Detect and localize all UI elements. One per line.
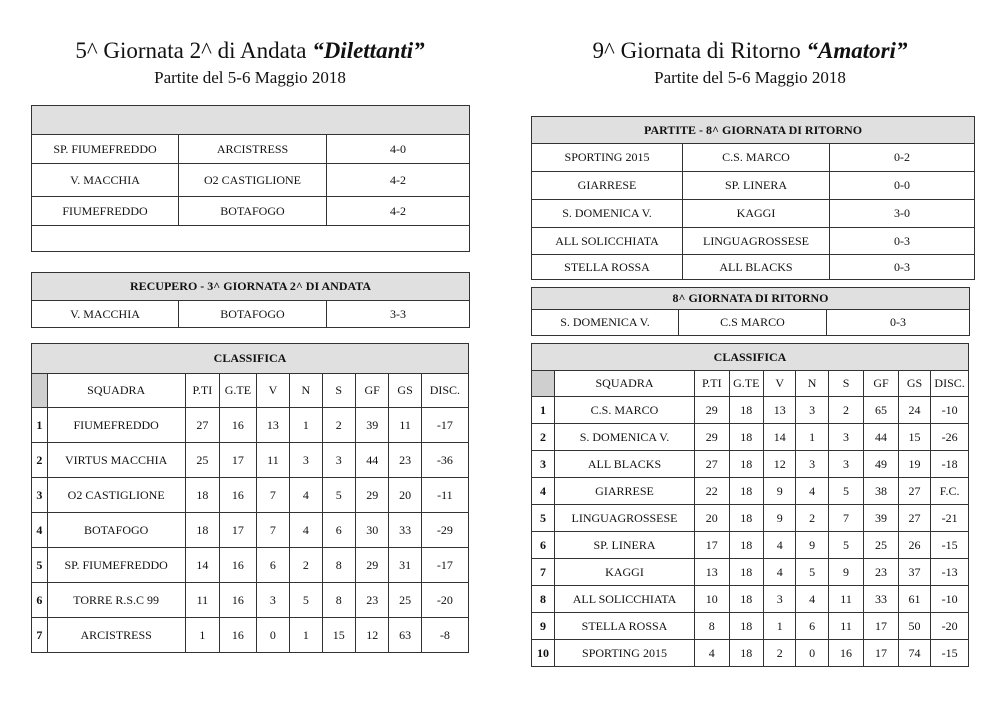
- match-row: [32, 135, 470, 164]
- standing-lost: 2: [828, 397, 864, 424]
- standing-lost: 5: [828, 478, 864, 505]
- standing-drawn: 1: [290, 618, 322, 653]
- match-home: ALL SOLICCHIATA: [532, 228, 683, 255]
- standings-row: [532, 397, 969, 424]
- left-title: [30, 38, 470, 64]
- standing-goals-against: 20: [389, 478, 421, 513]
- standings-body: [32, 408, 469, 653]
- standing-points: 18: [185, 478, 219, 513]
- standing-discipline: -20: [931, 613, 969, 640]
- standing-points: 25: [185, 443, 219, 478]
- standing-rank: 2: [532, 424, 555, 451]
- standing-drawn: 4: [290, 513, 322, 548]
- standing-goals-against: 23: [389, 443, 421, 478]
- match-away: C.S. MARCO: [683, 144, 830, 172]
- standings-column-headers: [532, 371, 969, 397]
- standing-discipline: -36: [421, 443, 468, 478]
- standing-played: 16: [220, 478, 257, 513]
- match-score: 3-3: [327, 301, 470, 328]
- standing-won: 9: [764, 478, 796, 505]
- match-away: BOTAFOGO: [179, 197, 327, 226]
- left-matches-header: [32, 106, 470, 135]
- standing-drawn: 1: [290, 408, 322, 443]
- standing-played: 18: [729, 586, 763, 613]
- standing-drawn: 0: [796, 640, 828, 667]
- standings-row: [32, 548, 469, 583]
- standing-lost: 6: [322, 513, 355, 548]
- left-subtitle: Partite del 5-6 Maggio 2018: [154, 68, 346, 87]
- standing-goals-against: 74: [898, 640, 930, 667]
- standing-goals-against: 15: [898, 424, 930, 451]
- standing-goals-for: 29: [355, 548, 388, 583]
- standings-row: [532, 613, 969, 640]
- standings-header: CLASSIFICA: [532, 344, 969, 371]
- match-score: 0-3: [830, 255, 975, 280]
- standings-row: [532, 451, 969, 478]
- standing-won: 11: [256, 443, 289, 478]
- left-standings-table: [31, 343, 469, 653]
- column-header: GS: [898, 371, 930, 397]
- standing-points: 8: [695, 613, 729, 640]
- standing-played: 18: [729, 397, 763, 424]
- standing-drawn: 3: [290, 443, 322, 478]
- right-standings-table: [531, 343, 969, 667]
- column-header: N: [290, 374, 322, 408]
- standing-drawn: 3: [796, 397, 828, 424]
- standing-won: 2: [764, 640, 796, 667]
- column-header: SQUADRA: [47, 374, 185, 408]
- standing-played: 18: [729, 424, 763, 451]
- match-away: C.S MARCO: [679, 310, 827, 336]
- standing-drawn: 4: [796, 586, 828, 613]
- standings-row: [32, 478, 469, 513]
- standing-won: 4: [764, 559, 796, 586]
- standing-points: 13: [695, 559, 729, 586]
- standing-won: 1: [764, 613, 796, 640]
- standings-row: [532, 478, 969, 505]
- standing-played: 18: [729, 613, 763, 640]
- standing-goals-for: 44: [864, 424, 898, 451]
- match-away: BOTAFOGO: [179, 301, 327, 328]
- standing-won: 0: [256, 618, 289, 653]
- standing-played: 18: [729, 505, 763, 532]
- empty-row: [32, 226, 470, 252]
- standing-lost: 11: [828, 586, 864, 613]
- standing-team: O2 CASTIGLIONE: [47, 478, 185, 513]
- standing-rank: 7: [32, 618, 48, 653]
- standing-lost: 8: [322, 548, 355, 583]
- match-home: V. MACCHIA: [32, 164, 179, 197]
- standing-discipline: -26: [931, 424, 969, 451]
- left-recupero-table: [31, 272, 470, 328]
- match-score: 4-0: [327, 135, 470, 164]
- standing-goals-against: 61: [898, 586, 930, 613]
- right-matches-table: [531, 116, 975, 280]
- standing-team: ARCISTRESS: [47, 618, 185, 653]
- match-away: O2 CASTIGLIONE: [179, 164, 327, 197]
- column-header: DISC.: [421, 374, 468, 408]
- match-score: 4-2: [327, 197, 470, 226]
- standing-team: SPORTING 2015: [554, 640, 694, 667]
- standing-discipline: -21: [931, 505, 969, 532]
- standing-goals-for: 25: [864, 532, 898, 559]
- standing-team: ALL BLACKS: [554, 451, 694, 478]
- standing-team: SP. FIUMEFREDDO: [47, 548, 185, 583]
- standing-played: 18: [729, 478, 763, 505]
- standing-won: 6: [256, 548, 289, 583]
- standing-lost: 15: [322, 618, 355, 653]
- standing-played: 18: [729, 559, 763, 586]
- standing-lost: 8: [322, 583, 355, 618]
- standings-row: [532, 640, 969, 667]
- standing-points: 29: [695, 424, 729, 451]
- standings-header: CLASSIFICA: [32, 344, 469, 374]
- standing-team: SP. LINERA: [554, 532, 694, 559]
- standing-lost: 2: [322, 408, 355, 443]
- standing-rank: 8: [532, 586, 555, 613]
- left-title-category: “Dilettanti”: [312, 38, 425, 63]
- standing-discipline: -8: [421, 618, 468, 653]
- standing-drawn: 5: [290, 583, 322, 618]
- standing-goals-for: 29: [355, 478, 388, 513]
- standing-played: 18: [729, 640, 763, 667]
- standing-goals-against: 27: [898, 478, 930, 505]
- match-row: [532, 228, 975, 255]
- match-row: [532, 144, 975, 172]
- standing-goals-for: 17: [864, 640, 898, 667]
- match-away: LINGUAGROSSESE: [683, 228, 830, 255]
- standing-points: 29: [695, 397, 729, 424]
- standing-drawn: 4: [290, 478, 322, 513]
- left-matches-table: [31, 105, 470, 252]
- standing-goals-for: 12: [355, 618, 388, 653]
- match-row: [532, 255, 975, 280]
- standing-goals-against: 27: [898, 505, 930, 532]
- right-title-main: 9^ Giornata di Ritorno: [592, 38, 807, 63]
- standing-rank: 6: [32, 583, 48, 618]
- standing-won: 7: [256, 513, 289, 548]
- standing-discipline: F.C.: [931, 478, 969, 505]
- standing-team: BOTAFOGO: [47, 513, 185, 548]
- standings-row: [532, 505, 969, 532]
- standing-points: 10: [695, 586, 729, 613]
- standing-won: 13: [256, 408, 289, 443]
- match-row: [532, 172, 975, 200]
- column-header: DISC.: [931, 371, 969, 397]
- standing-drawn: 4: [796, 478, 828, 505]
- standing-lost: 3: [828, 451, 864, 478]
- match-home: SPORTING 2015: [532, 144, 683, 172]
- standings-row: [532, 559, 969, 586]
- standing-team: KAGGI: [554, 559, 694, 586]
- column-header: P.TI: [695, 371, 729, 397]
- standing-goals-against: 19: [898, 451, 930, 478]
- match-away: ALL BLACKS: [683, 255, 830, 280]
- standing-discipline: -18: [931, 451, 969, 478]
- standings-row: [532, 532, 969, 559]
- standing-played: 18: [729, 451, 763, 478]
- standing-lost: 9: [828, 559, 864, 586]
- match-home: S. DOMENICA V.: [532, 200, 683, 228]
- standing-goals-for: 17: [864, 613, 898, 640]
- standings-row: [32, 443, 469, 478]
- standing-goals-for: 30: [355, 513, 388, 548]
- standing-rank: 9: [532, 613, 555, 640]
- standing-played: 17: [220, 443, 257, 478]
- standing-drawn: 1: [796, 424, 828, 451]
- standing-discipline: -10: [931, 397, 969, 424]
- standing-won: 3: [256, 583, 289, 618]
- standing-won: 12: [764, 451, 796, 478]
- standing-won: 9: [764, 505, 796, 532]
- standing-goals-for: 23: [355, 583, 388, 618]
- right-title-category: “Amatori”: [806, 38, 908, 63]
- match-away: SP. LINERA: [683, 172, 830, 200]
- standing-points: 18: [185, 513, 219, 548]
- standing-points: 22: [695, 478, 729, 505]
- standing-lost: 3: [828, 424, 864, 451]
- standing-won: 13: [764, 397, 796, 424]
- standing-won: 4: [764, 532, 796, 559]
- standing-team: S. DOMENICA V.: [554, 424, 694, 451]
- standings-row: [32, 408, 469, 443]
- right-giornata-table: [531, 287, 970, 336]
- match-home: S. DOMENICA V.: [532, 310, 679, 336]
- standing-lost: 3: [322, 443, 355, 478]
- standing-played: 16: [220, 618, 257, 653]
- standing-drawn: 2: [796, 505, 828, 532]
- match-score: 4-2: [327, 164, 470, 197]
- standing-rank: 3: [532, 451, 555, 478]
- match-score: 3-0: [830, 200, 975, 228]
- standing-team: LINGUAGROSSESE: [554, 505, 694, 532]
- standing-drawn: 2: [290, 548, 322, 583]
- match-home: FIUMEFREDDO: [32, 197, 179, 226]
- column-header: GS: [389, 374, 421, 408]
- match-home: V. MACCHIA: [32, 301, 179, 328]
- column-header: V: [256, 374, 289, 408]
- standing-discipline: -13: [931, 559, 969, 586]
- standing-discipline: -10: [931, 586, 969, 613]
- match-home: SP. FIUMEFREDDO: [32, 135, 179, 164]
- match-away: KAGGI: [683, 200, 830, 228]
- standing-rank: 10: [532, 640, 555, 667]
- standing-lost: 7: [828, 505, 864, 532]
- standing-rank: 7: [532, 559, 555, 586]
- standing-won: 3: [764, 586, 796, 613]
- match-score: 0-0: [830, 172, 975, 200]
- standing-discipline: -20: [421, 583, 468, 618]
- standing-team: VIRTUS MACCHIA: [47, 443, 185, 478]
- match-row: [32, 164, 470, 197]
- match-row: [532, 310, 970, 336]
- standing-team: C.S. MARCO: [554, 397, 694, 424]
- standing-played: 16: [220, 583, 257, 618]
- standings-row: [532, 424, 969, 451]
- standings-column-headers: [32, 374, 469, 408]
- standing-played: 16: [220, 408, 257, 443]
- standing-goals-against: 11: [389, 408, 421, 443]
- standing-goals-against: 31: [389, 548, 421, 583]
- standing-goals-for: 39: [355, 408, 388, 443]
- column-header: GF: [355, 374, 388, 408]
- standing-played: 16: [220, 548, 257, 583]
- standing-team: ALL SOLICCHIATA: [554, 586, 694, 613]
- standing-drawn: 6: [796, 613, 828, 640]
- standing-discipline: -17: [421, 408, 468, 443]
- standing-lost: 5: [828, 532, 864, 559]
- match-row: [532, 200, 975, 228]
- left-title-main: 5^ Giornata 2^ di Andata: [75, 38, 313, 63]
- standing-discipline: -11: [421, 478, 468, 513]
- standing-goals-for: 49: [864, 451, 898, 478]
- standing-lost: 11: [828, 613, 864, 640]
- match-home: GIARRESE: [532, 172, 683, 200]
- match-score: 0-2: [830, 144, 975, 172]
- standings-row: [532, 586, 969, 613]
- standing-goals-for: 33: [864, 586, 898, 613]
- standing-discipline: -29: [421, 513, 468, 548]
- standing-rank: 5: [32, 548, 48, 583]
- column-header: S: [322, 374, 355, 408]
- standing-team: TORRE R.S.C 99: [47, 583, 185, 618]
- column-header: G.TE: [729, 371, 763, 397]
- standing-goals-for: 39: [864, 505, 898, 532]
- standing-rank: 6: [532, 532, 555, 559]
- column-header: S: [828, 371, 864, 397]
- standing-discipline: -15: [931, 532, 969, 559]
- right-title: [530, 38, 970, 64]
- standing-points: 1: [185, 618, 219, 653]
- standings-row: [32, 583, 469, 618]
- standing-points: 27: [695, 451, 729, 478]
- match-score: 0-3: [830, 228, 975, 255]
- standing-goals-for: 44: [355, 443, 388, 478]
- standing-played: 17: [220, 513, 257, 548]
- standing-goals-against: 25: [389, 583, 421, 618]
- standings-body: [532, 397, 969, 667]
- rank-header: [532, 371, 555, 397]
- standing-drawn: 5: [796, 559, 828, 586]
- standing-discipline: -17: [421, 548, 468, 583]
- rank-header: [32, 374, 48, 408]
- standing-played: 18: [729, 532, 763, 559]
- match-away: ARCISTRESS: [179, 135, 327, 164]
- standing-drawn: 3: [796, 451, 828, 478]
- match-score: 0-3: [827, 310, 970, 336]
- column-header: SQUADRA: [554, 371, 694, 397]
- standing-rank: 1: [532, 397, 555, 424]
- standing-points: 20: [695, 505, 729, 532]
- standing-goals-against: 37: [898, 559, 930, 586]
- standing-goals-against: 33: [389, 513, 421, 548]
- standing-goals-against: 63: [389, 618, 421, 653]
- standings-row: [32, 513, 469, 548]
- standing-points: 4: [695, 640, 729, 667]
- standing-goals-for: 65: [864, 397, 898, 424]
- column-header: V: [764, 371, 796, 397]
- standings-row: [32, 618, 469, 653]
- standing-won: 14: [764, 424, 796, 451]
- column-header: GF: [864, 371, 898, 397]
- partite-header: PARTITE - 8^ GIORNATA DI RITORNO: [532, 117, 975, 144]
- match-row: [32, 197, 470, 226]
- column-header: N: [796, 371, 828, 397]
- column-header: G.TE: [220, 374, 257, 408]
- standing-rank: 4: [532, 478, 555, 505]
- standing-goals-against: 50: [898, 613, 930, 640]
- standing-drawn: 9: [796, 532, 828, 559]
- standing-team: STELLA ROSSA: [554, 613, 694, 640]
- match-row: [32, 301, 470, 328]
- standing-rank: 1: [32, 408, 48, 443]
- standing-lost: 5: [322, 478, 355, 513]
- standing-goals-for: 38: [864, 478, 898, 505]
- standing-discipline: -15: [931, 640, 969, 667]
- giornata-header: 8^ GIORNATA DI RITORNO: [532, 288, 970, 310]
- standing-points: 11: [185, 583, 219, 618]
- standing-goals-for: 23: [864, 559, 898, 586]
- standing-points: 14: [185, 548, 219, 583]
- standing-team: GIARRESE: [554, 478, 694, 505]
- standing-rank: 5: [532, 505, 555, 532]
- standing-goals-against: 24: [898, 397, 930, 424]
- standing-rank: 3: [32, 478, 48, 513]
- standing-team: FIUMEFREDDO: [47, 408, 185, 443]
- recupero-header: RECUPERO - 3^ GIORNATA 2^ DI ANDATA: [32, 273, 470, 301]
- column-header: P.TI: [185, 374, 219, 408]
- standing-won: 7: [256, 478, 289, 513]
- standing-rank: 4: [32, 513, 48, 548]
- right-subtitle: Partite del 5-6 Maggio 2018: [654, 68, 846, 87]
- standing-lost: 16: [828, 640, 864, 667]
- standing-rank: 2: [32, 443, 48, 478]
- standing-points: 17: [695, 532, 729, 559]
- standing-points: 27: [185, 408, 219, 443]
- standing-goals-against: 26: [898, 532, 930, 559]
- match-home: STELLA ROSSA: [532, 255, 683, 280]
